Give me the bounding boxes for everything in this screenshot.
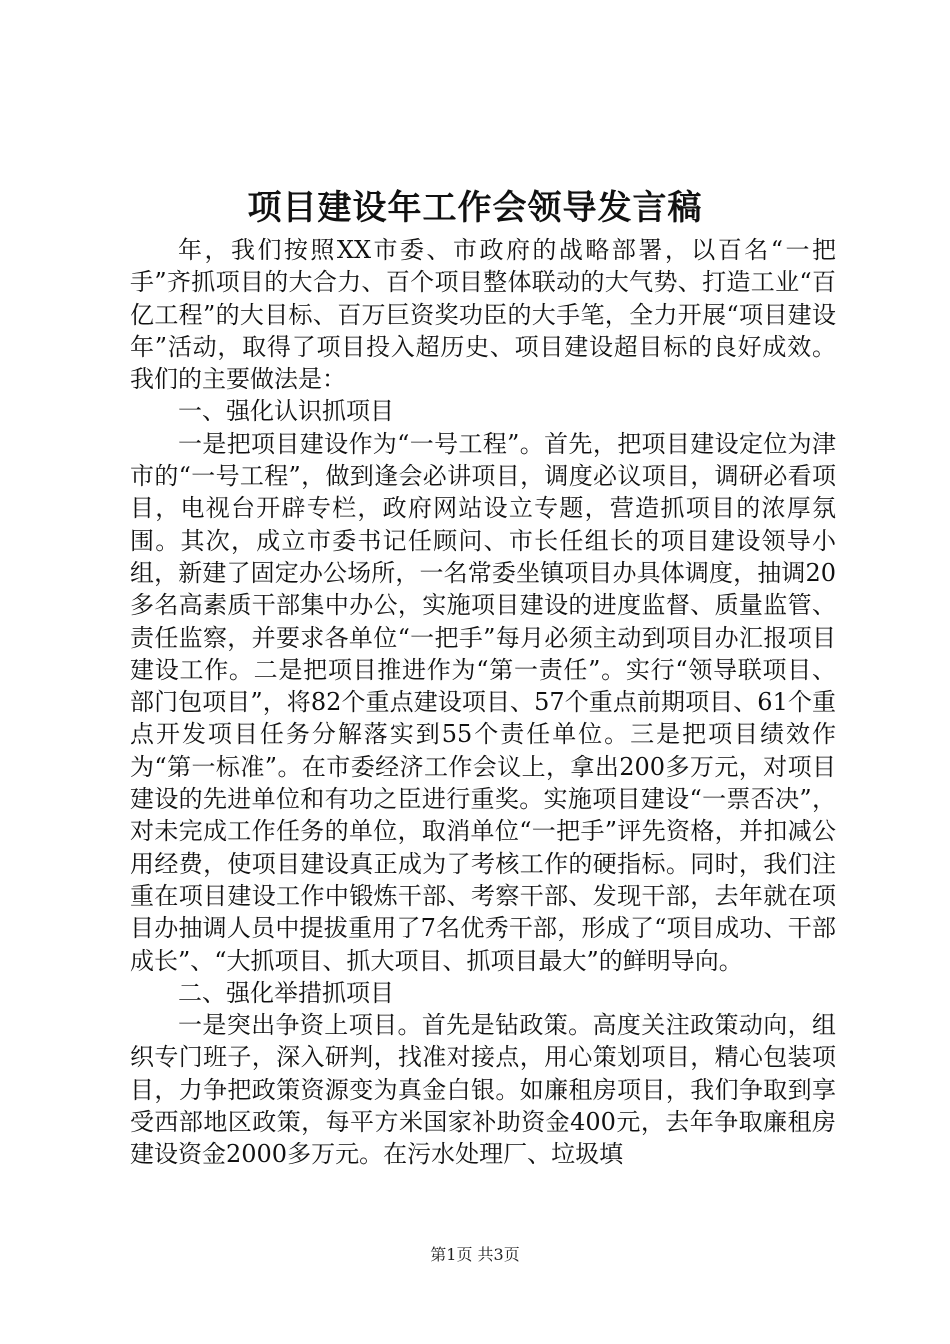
section-heading-2: 二、强化举措抓项目 — [178, 978, 394, 1007]
page-footer: 第1页 共3页 — [430, 1245, 520, 1264]
paragraph-section-1: 一是把项目建设作为“一号工程”。首先，把项目建设定位为津市的“一号工程”，做到逢会必讲项目，调度必议项目，调研必看项目，电视台开辟专栏，政府网站设立专题，营造抓项目的浓厚氛围。其次，成立市委书记任顾问、市长任组长的项目建设领导小组，新建了固定办公场所，一名常委坐镇项目办具体调度，抽调20多名高素质干部集中办公，实施项目建设的进度监督、质量监管、责任监察，并要求各单位“一把手”每月必须主动到项目办汇报项目建设工作。二是把项目推进作为“第一责任”。实行“领导联项目、部门包项目”，将82个重点建设项目、57个重点前期项目、61个重点开发项目任务分解落实到55个责任单位。三是把项目绩效作为“第一标准”。在市委经济工作会议上，拿出200多万元，对项目建设的先进单位和有功之臣进行重奖。实施项目建设“一票否决”，对未完成工作任务的单位，取消单位“一把手”评先资格，并扣减公用经费，使项目建设真正成为了考核工作的硬指标。同时，我们注重在项目建设工作中锻炼干部、考察干部、发现干部，去年就在项目办抽调人员中提拔重用了7名优秀干部，形成了“项目成功、干部成长”、“大抓项目、抓大项目、抓项目最大”的鲜明导向。 — [130, 429, 836, 975]
document-body — [130, 234, 836, 1171]
document-title: 项目建设年工作会领导发言稿 — [247, 188, 703, 228]
section-heading-1: 一、强化认识抓项目 — [178, 397, 394, 426]
paragraph-intro: 年，我们按照XX市委、市政府的战略部署，以百名“一把手”齐抓项目的大合力、百个项目整体联动的大气势、打造工业“百亿工程”的大目标、百万巨资奖功臣的大手笔，全力开展“项目建设年”活动，取得了项目投入超历史、项目建设超目标的良好成效。我们的主要做法是： — [130, 236, 836, 394]
paragraph-section-2: 一是突出争资上项目。首先是钻政策。高度关注政策动向，组织专门班子，深入研判，找准对接点，用心策划项目，精心包装项目，力争把政策资源变为真金白银。如廉租房项目，我们争取到享受西部地区政策，每平方米国家补助资金400元，去年争取廉租房建设资金2000多万元。在污水处理厂、垃圾填 — [130, 1011, 836, 1169]
